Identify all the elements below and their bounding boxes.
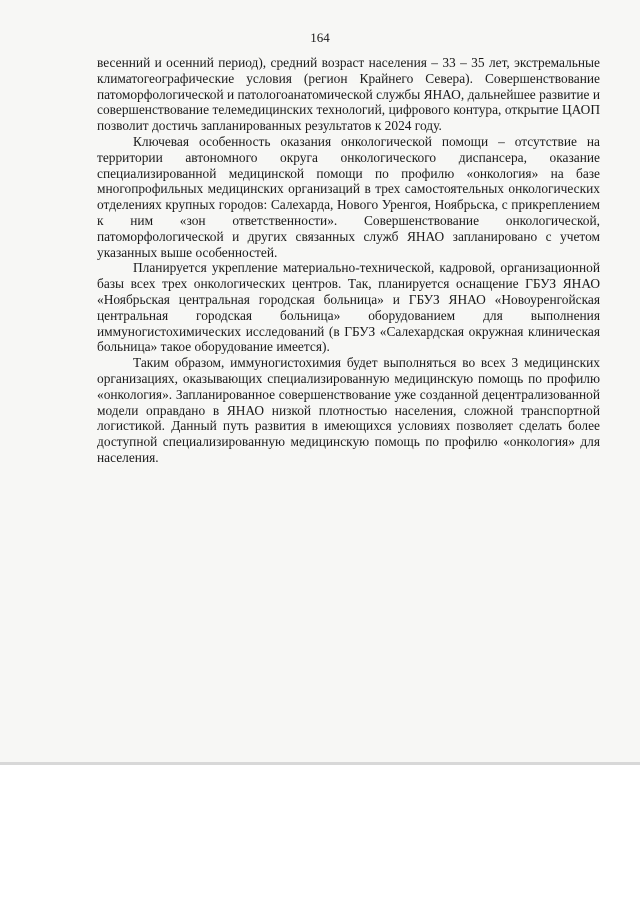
page-bottom-edge [0, 762, 640, 765]
paragraph-oncology-care-features: Ключевая особенность оказания онкологической помощи – отсутствие на территории автономного округа онкологического диспансера, оказание специализированной медицинской помощи по профилю «онкология» на базе многопрофильных медицинских организаций в трех самостоятельных онкологических отделениях крупных городов: Салехарда, Нового Уренгоя, Ноябрьска, с прикреплением к ним «зон ответственности». Совершенствование онкологической, патоморфологической и других связанных служб ЯНАО запланировано с учетом указанных выше особенностей. [97, 133, 600, 260]
document-body [97, 55, 600, 466]
paragraph-conclusion: Таким образом, иммуногистохимия будет выполняться во всех 3 медицинских организациях, оказывающих специализированную медицинскую помощь по профилю «онкология». Запланированное совершенствование уже созданной децентрализованной модели оправдано в ЯНАО низкой плотностью населения, сложной транспортной логистикой. Данный путь развития в имеющихся условиях позволяет сделать более доступной специализированную медицинскую помощь по профилю «онкология» для населения. [97, 355, 600, 465]
paragraph-continuation: весенний и осенний период), средний возраст населения – 33 – 35 лет, экстремальные климатогеографические условия (регион Крайнего Севера). Совершенствование патоморфологической и патологоанатомической службы ЯНАО, дальнейшее развитие и совершенствование телемедицинских технологий, цифрового контура, открытие ЦАОП позволит достичь запланированных результатов к 2024 году. [97, 55, 600, 134]
paragraph-planned-strengthening: Планируется укрепление материально-технической, кадровой, организационной базы всех трех онкологических центров. Так, планируется оснащение ГБУЗ ЯНАО «Ноябрьская центральная городская больница» и ГБУЗ ЯНАО «Новоуренгойская центральная городская больница» оборудованием для выполнения иммуногистохимических исследований (в ГБУЗ «Салехардская окружная клиническая больница» такое оборудование имеется). [97, 260, 600, 355]
page-number: 164 [310, 30, 330, 45]
